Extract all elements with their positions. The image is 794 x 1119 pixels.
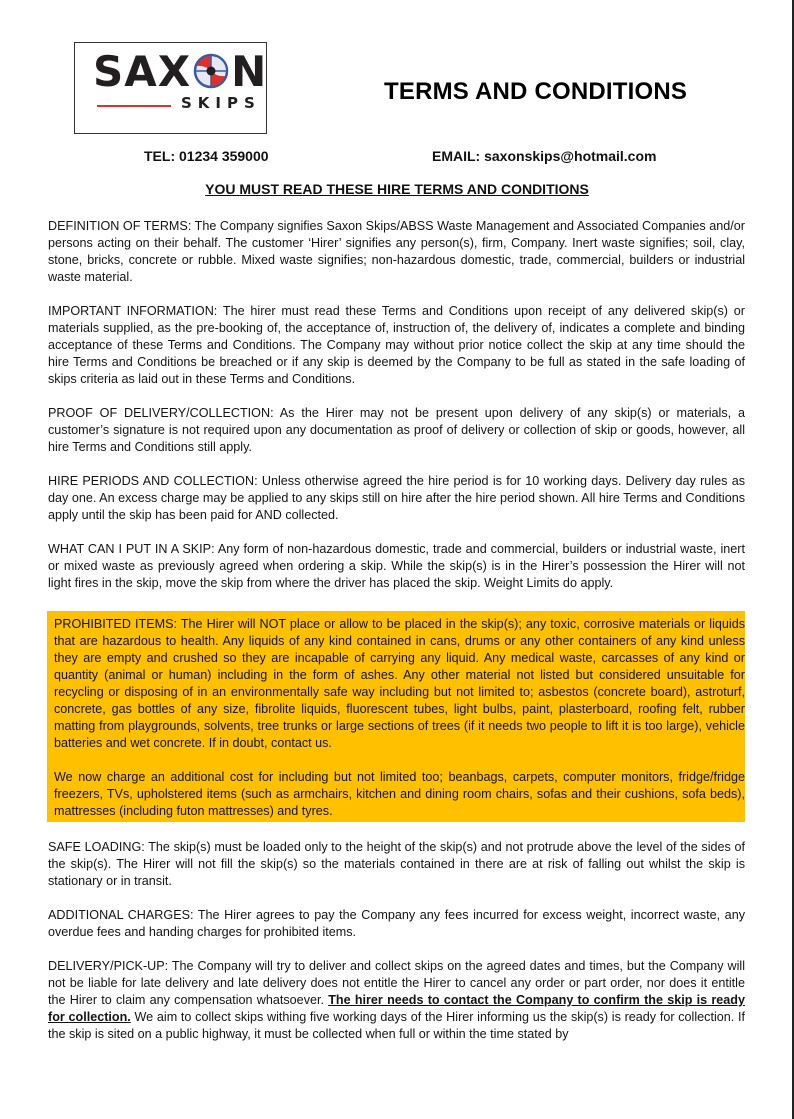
prohibited-items-highlight (47, 611, 745, 822)
logo-subtitle: SKIPS (181, 94, 261, 112)
section-delivery-pickup (48, 958, 745, 1043)
section-prohibited-items: PROHIBITED ITEMS: The Hirer will NOT place or allow to be placed in the skip(s); any toxic, corrosive materials or liquids that are hazardous to health. Any liquids of any kind contained in cans, drums or any other containers of any kind unless they are empty and crushed so they are incapable of carrying any liquid. Any medical waste, carcasses of any kind or quantity (animal or human) including in the form of ashes. Any other material not listed but considered unsuitable for recycling or disposing of in an environmentally safe way including but not limited to; asbestos (concrete board), astroturf, concrete, gas bottles of any size, fibrolite liquids, fluorescent tubes, light bulbs, paint, plasterboard, roofing felt, rubber matting from playgrounds, solvents, tree trunks or large sections of trees (if it needs two people to lift it is too large), vehicle batteries and wet concrete. If in doubt, contact us. (54, 617, 745, 750)
page-title: TERMS AND CONDITIONS (384, 78, 688, 105)
section-safe-loading: SAFE LOADING: The skip(s) must be loaded only to the height of the skip(s) and not protrude above the level of the sides of the skip(s). The Hirer will not fill the skip(s) so the materials contained in there are at risk of falling out whilst the skip is stationary or in transit. (48, 840, 745, 888)
logo-word-left: SAX (93, 47, 192, 96)
logo-red-rule (97, 105, 171, 107)
section-definition: DEFINITION OF TERMS: The Company signifies Saxon Skips/ABSS Waste Management and Associated Companies and/or persons acting on their behalf. The customer ‘Hirer’ signifies any person(s), firm, Company. Inert waste signifies; soil, clay, stone, bricks, concrete or rubble. Mixed waste signifies; non-hazardous domestic, trade, commercial, builders or industrial waste material. (48, 219, 745, 284)
company-logo (74, 42, 267, 134)
terms-body (48, 218, 745, 1060)
section-additional-cost: We now charge an additional cost for including but not limited too; beanbags, carpets, computer monitors, fridge/fridge freezers, TVs, upholstered items (such as armchairs, kitchen and dining room chairs, sofas and their cushions, sofa beds), mattresses (including futon mattresses) and tyres. (54, 770, 745, 818)
contact-telephone: TEL: 01234 359000 (144, 148, 269, 164)
contact-email: EMAIL: saxonskips@hotmail.com (432, 148, 657, 164)
section-what-can-i-put: WHAT CAN I PUT IN A SKIP: Any form of non-hazardous domestic, trade and commercial, builders or industrial waste, inert or mixed waste as previously agreed when ordering a skip. While the skip(s) is in the Hirer’s possession the Hirer will not light fires in the skip, move the skip from where the driver has placed the skip. Weight Limits do apply. (48, 542, 745, 590)
section-proof-of-delivery: PROOF OF DELIVERY/COLLECTION: As the Hirer may not be present upon delivery of any skip(s) or materials, a customer’s signature is not required upon any documentation as proof of delivery or collection of skip or goods, however, all hire Terms and Conditions still apply. (48, 406, 745, 454)
must-read-heading: YOU MUST READ THESE HIRE TERMS AND CONDITIONS (205, 181, 589, 197)
logo-wordmark (93, 47, 267, 97)
delivery-text-part2: We aim to collect skips withing five working days of the Hirer informing us the skip(s) is ready for collection. If the skip is sited on a public highway, it must be collected when full or within the time stated by (48, 1010, 745, 1041)
section-important-information: IMPORTANT INFORMATION: The hirer must read these Terms and Conditions upon receipt of any delivered skip(s) or materials supplied, as the pre-booking of, the acceptance of, instruction of, the delivery of, indicates a complete and binding acceptance of these Terms and Conditions. The Company may without prior notice collect the skip at any time should the hire Terms and Conditions be breached or if any skip is deemed by the Company to be full as stated in the safe loading of skips criteria as laid out in these Terms and Conditions. (48, 304, 745, 386)
section-additional-charges: ADDITIONAL CHARGES: The Hirer agrees to pay the Company any fees incurred for excess weight, incorrect waste, any overdue fees and handing charges for prohibited items. (48, 908, 745, 939)
logo-swirl-icon (193, 53, 229, 89)
delivery-text-part1: DELIVERY/PICK-UP: The Company will try to deliver and collect skips on the agreed dates and times, but the Company will not be liable for late delivery and late delivery does not entitle the Hirer to cancel any order or part order, nor does it entitle the Hirer to claim any compensation whatsoever. (48, 959, 745, 1007)
delivery-contact-notice: The hirer needs to contact the Company to confirm the skip is ready for collection. (48, 993, 745, 1024)
section-hire-periods: HIRE PERIODS AND COLLECTION: Unless otherwise agreed the hire period is for 10 working days. Delivery day rules as day one. An excess charge may be applied to any skips still on hire after the hire period shown. All hire Terms and Conditions apply until the skip has been paid for AND collected. (48, 474, 745, 522)
logo-word-right: N (231, 47, 268, 96)
